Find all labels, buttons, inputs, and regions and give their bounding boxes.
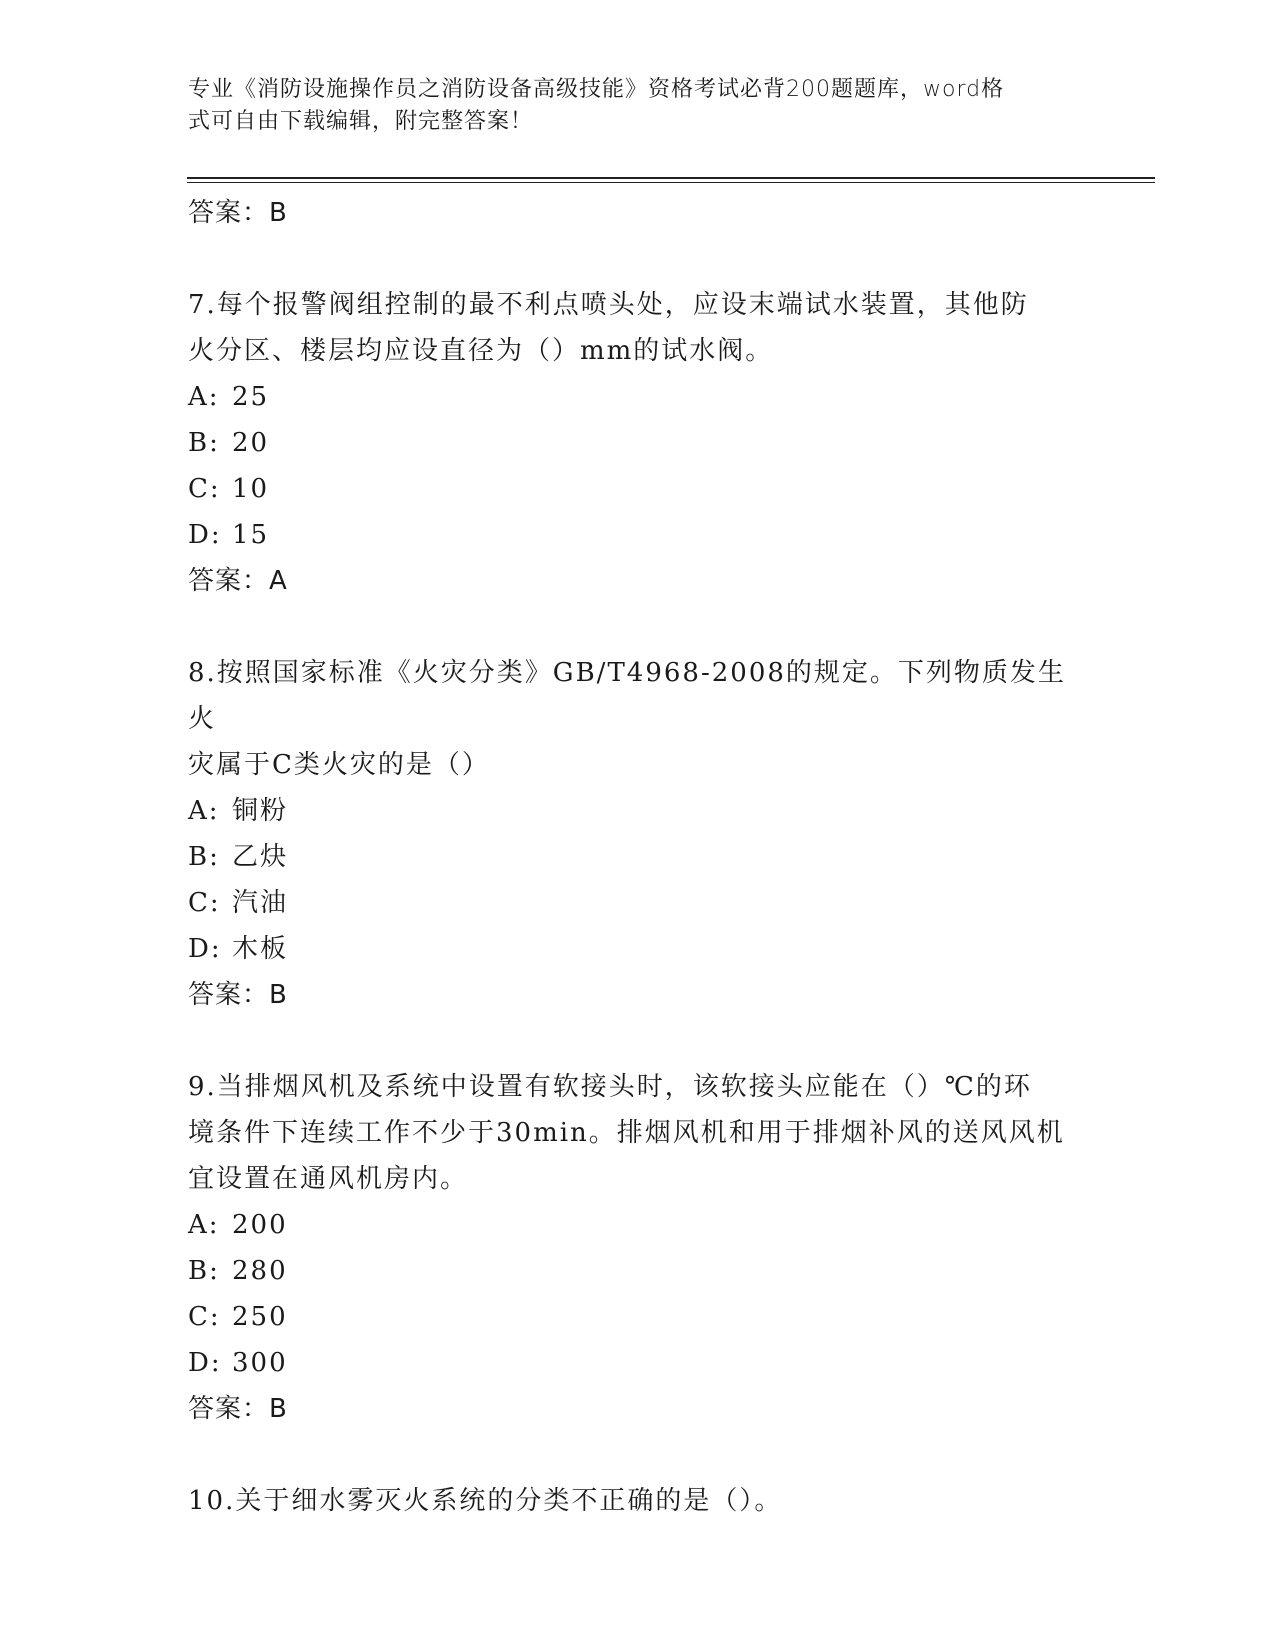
- option-c: [188, 1294, 1088, 1340]
- option-label: C:: [188, 474, 221, 504]
- option-c: [188, 466, 1088, 512]
- option-text: 200: [232, 1210, 288, 1240]
- question-text-line: 7.每个报警阀组控制的最不利点喷头处，应设末端试水装置，其他防: [188, 290, 1029, 320]
- question-text-line: 10.关于细水雾灭火系统的分类不正确的是（）。: [188, 1486, 783, 1516]
- option-label: B:: [188, 1256, 220, 1286]
- option-label: C:: [188, 1302, 221, 1332]
- option-text: 10: [232, 474, 270, 504]
- question-text-line: 境条件下连续工作不少于30min。排烟风机和用于排烟补风的送风风机: [188, 1118, 1065, 1148]
- answer-line: 答案：B: [188, 980, 288, 1010]
- option-label: D:: [188, 520, 222, 550]
- option-d: [188, 512, 1088, 558]
- option-text: 汽油: [232, 888, 289, 918]
- option-a: [188, 788, 1088, 834]
- header-line-2: 式可自由下载编辑，附完整答案！: [188, 109, 534, 134]
- answer-line: 答案：B: [188, 198, 288, 228]
- option-d: [188, 1340, 1088, 1386]
- question-text-line: 8.按照国家标准《火灾分类》GB/T4968-2008的规定。下列物质发生火: [188, 658, 1066, 734]
- question-text-line: 火分区、楼层均应设直径为（）mm的试水阀。: [188, 336, 774, 366]
- header-divider-thin: [187, 182, 1155, 183]
- option-b: [188, 834, 1088, 880]
- option-c: [188, 880, 1088, 926]
- option-a: [188, 374, 1088, 420]
- option-label: B:: [188, 428, 220, 458]
- option-text: 乙炔: [232, 842, 289, 872]
- question-text-line: 灾属于C类火灾的是（）: [188, 750, 490, 780]
- option-text: 25: [232, 382, 270, 412]
- option-text: 铜粉: [232, 796, 289, 826]
- option-a: [188, 1202, 1088, 1248]
- header-line-1: 专业《消防设施操作员之消防设备高级技能》资格考试必背200题题库，word格: [188, 77, 1005, 102]
- question-7: [188, 282, 1088, 374]
- option-text: 280: [232, 1256, 288, 1286]
- header-divider-thick: [187, 177, 1155, 179]
- option-text: 20: [232, 428, 270, 458]
- option-label: D:: [188, 1348, 222, 1378]
- answer-line: 答案：A: [188, 566, 288, 596]
- option-text: 300: [232, 1348, 288, 1378]
- option-text: 250: [232, 1302, 288, 1332]
- page-header: [188, 74, 1068, 138]
- option-label: B:: [188, 842, 220, 872]
- option-b: [188, 420, 1088, 466]
- question-list: [188, 190, 1088, 1524]
- option-label: A:: [188, 1210, 220, 1240]
- question-8: [188, 650, 1088, 788]
- option-label: D:: [188, 934, 222, 964]
- option-d: [188, 926, 1088, 972]
- question-9: [188, 1064, 1088, 1202]
- option-label: A:: [188, 382, 220, 412]
- option-text: 15: [232, 520, 270, 550]
- question-text-line: 9.当排烟风机及系统中设置有软接头时，该软接头应能在（）℃的环: [188, 1072, 1032, 1102]
- option-label: C:: [188, 888, 221, 918]
- answer-line: 答案：B: [188, 1394, 288, 1424]
- option-text: 木板: [232, 934, 289, 964]
- question-10: [188, 1478, 1088, 1524]
- question-text-line: 宜设置在通风机房内。: [188, 1164, 469, 1194]
- option-b: [188, 1248, 1088, 1294]
- option-label: A:: [188, 796, 220, 826]
